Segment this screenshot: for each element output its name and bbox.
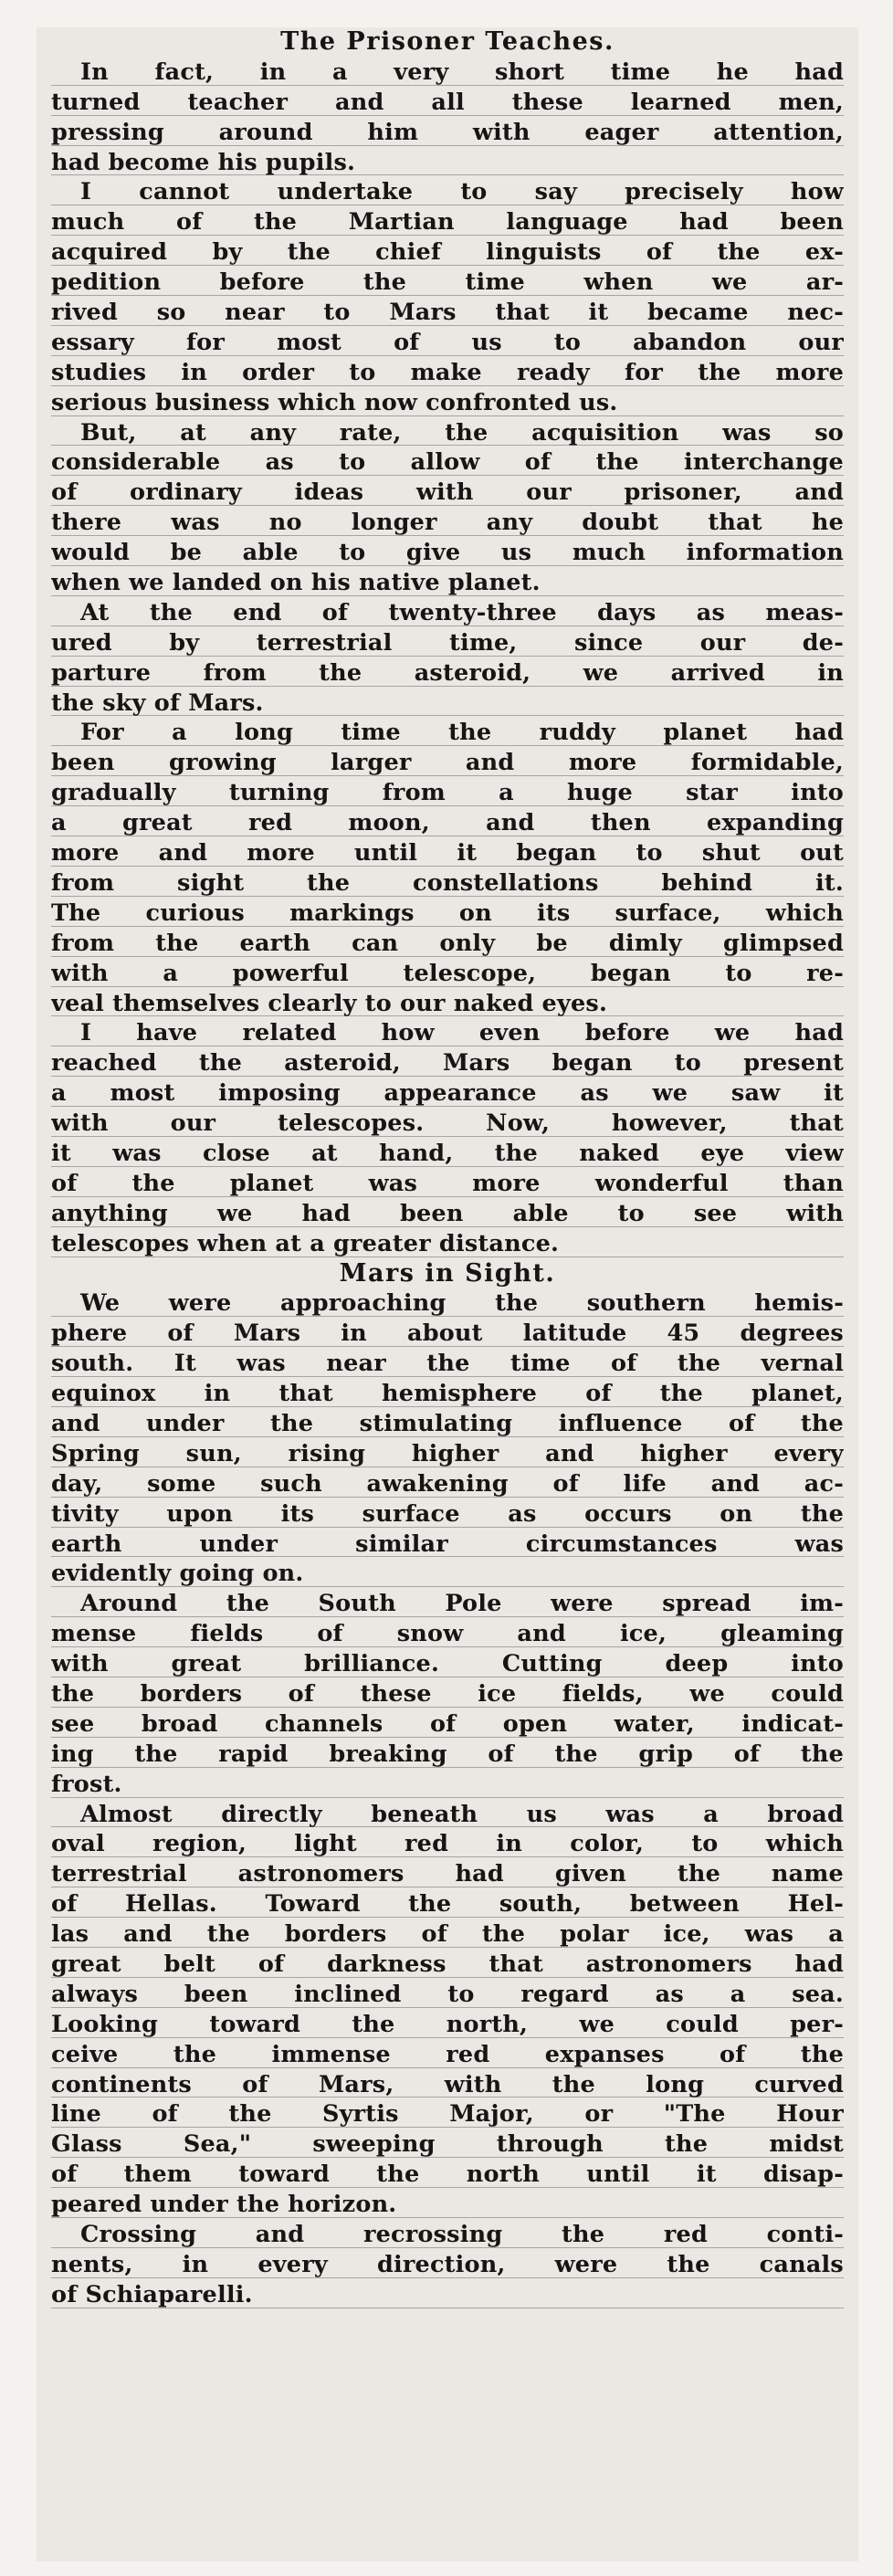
paragraph-line: much of the Martian language had been [51, 208, 844, 237]
paragraph-line: a most imposing appearance as we saw it [51, 1079, 844, 1108]
paragraph-line: it was close at hand, the naked eye view [51, 1139, 844, 1167]
paragraph-line: I cannot undertake to say precisely how [51, 177, 844, 207]
section-heading: Mars in Sight. [339, 1258, 556, 1288]
paragraph-line: Crossing and recrossing the red conti- [51, 2220, 844, 2250]
paragraph-line: oval region, light red in color, to which [51, 1830, 844, 1858]
paragraph-line: see broad channels of open water, indicat- [51, 1709, 844, 1738]
paragraph-line: Spring sun, rising higher and higher every [51, 1439, 844, 1467]
paragraph-line: peared under the horizon. [51, 2190, 844, 2220]
paragraph-line: a great red moon, and then expanding [51, 809, 844, 837]
paragraph-line: considerable as to allow of the interchange [51, 448, 844, 477]
paragraph-line: of ordinary ideas with our prisoner, and [51, 478, 844, 507]
paragraph-line: reached the asteroid, Mars began to present [51, 1049, 844, 1078]
section-heading: The Prisoner Teaches. [280, 27, 615, 56]
paragraph-line: had become his pupils. [51, 148, 844, 178]
paragraph-line: with our telescopes. Now, however, that [51, 1109, 844, 1138]
paragraph-line: continents of Mars, with the long curved [51, 2070, 844, 2098]
paragraph-line: Glass Sea," sweeping through the midst [51, 2130, 844, 2159]
paragraph-line: been growing larger and more formidable, [51, 749, 844, 777]
paragraph-line: tivity upon its surface as occurs on the [51, 1499, 844, 1528]
paragraph-line: But, at any rate, the acquisition was so [51, 418, 844, 448]
paragraph-line: anything we had been able to see with [51, 1199, 844, 1227]
paragraph-line: frost. [51, 1770, 844, 1800]
paragraph-line: las and the borders of the polar ice, was a [51, 1920, 844, 1949]
paragraph-line: always been inclined to regard as a sea. [51, 1980, 844, 2008]
paragraph-line: rived so near to Mars that it became nec- [51, 299, 844, 327]
paragraph-line: acquired by the chief linguists of the ex- [51, 238, 844, 267]
paragraph-line: there was no longer any doubt that he [51, 509, 844, 537]
paragraph-line: with a powerful telescope, began to re- [51, 959, 844, 987]
paragraph-line: ured by terrestrial time, since our de- [51, 628, 844, 657]
paragraph-line: serious business which now confronted us. [51, 388, 844, 418]
paragraph-line: of Schiaparelli. [51, 2280, 844, 2310]
paragraph-line: ing the rapid breaking of the grip of the [51, 1740, 844, 1768]
paragraph-line: At the end of twenty-three days as meas- [51, 598, 844, 628]
paragraph-line: of them toward the north until it disap- [51, 2161, 844, 2189]
paragraph-line: Almost directly beneath us was a broad [51, 1800, 844, 1830]
paragraph-line: evidently going on. [51, 1559, 844, 1589]
article-body [51, 27, 844, 2310]
paragraph-line: In fact, in a very short time he had [51, 58, 844, 88]
paragraph-line: We were approaching the southern hemis- [51, 1288, 844, 1319]
paragraph-line: pressing around him with eager attention, [51, 118, 844, 146]
paragraph-line: Around the South Pole were spread im- [51, 1589, 844, 1619]
paragraph-line: of Hellas. Toward the south, between Hel- [51, 1890, 844, 1919]
paragraph-line: line of the Syrtis Major, or "The Hour [51, 2100, 844, 2129]
paragraph-line: telescopes when at a greater distance. [51, 1229, 844, 1259]
paragraph-line: from sight the constellations behind it. [51, 868, 844, 897]
paragraph-line: of the planet was more wonderful than [51, 1169, 844, 1197]
paragraph-line: terrestrial astronomers had given the name [51, 1860, 844, 1888]
newspaper-clipping [37, 27, 858, 2561]
paragraph-line: Looking toward the north, we could per- [51, 2010, 844, 2038]
paragraph-line: equinox in that hemisphere of the planet, [51, 1380, 844, 1408]
paragraph-line: the sky of Mars. [51, 689, 844, 719]
paragraph-line: would be able to give us much information [51, 539, 844, 567]
paragraph-line: ceive the immense red expanses of the [51, 2040, 844, 2068]
paragraph-line: and under the stimulating influence of the [51, 1409, 844, 1437]
paragraph-line: nents, in every direction, were the canals [51, 2250, 844, 2278]
paragraph-line: pedition before the time when we ar- [51, 268, 844, 297]
paragraph-line: gradually turning from a huge star into [51, 779, 844, 807]
paragraph-line: great belt of darkness that astronomers had [51, 1950, 844, 1978]
paragraph-line: earth under similar circumstances was [51, 1530, 844, 1558]
paragraph-line: mense fields of snow and ice, gleaming [51, 1620, 844, 1648]
paragraph-line: parture from the asteroid, we arrived in [51, 658, 844, 687]
paragraph-line: when we landed on his native planet. [51, 568, 844, 598]
paragraph-line: turned teacher and all these learned men, [51, 88, 844, 116]
paragraph-line: the borders of these ice fields, we could [51, 1679, 844, 1708]
paragraph-line: with great brilliance. Cutting deep into [51, 1650, 844, 1678]
paragraph-line: essary for most of us to abandon our [51, 328, 844, 356]
paragraph-line: south. It was near the time of the vernal [51, 1350, 844, 1378]
paragraph-line: phere of Mars in about latitude 45 degrees [51, 1320, 844, 1348]
paragraph-line: For a long time the ruddy planet had [51, 718, 844, 748]
paragraph-line: day, some such awakening of life and ac- [51, 1469, 844, 1498]
paragraph-line: The curious markings on its surface, which [51, 899, 844, 927]
paragraph-line: more and more until it began to shut out [51, 839, 844, 867]
paragraph-line: studies in order to make ready for the more [51, 358, 844, 386]
paragraph-line: veal themselves clearly to our naked eyes. [51, 989, 844, 1019]
paragraph-line: from the earth can only be dimly glimpsed [51, 929, 844, 957]
paragraph-line: I have related how even before we had [51, 1018, 844, 1048]
